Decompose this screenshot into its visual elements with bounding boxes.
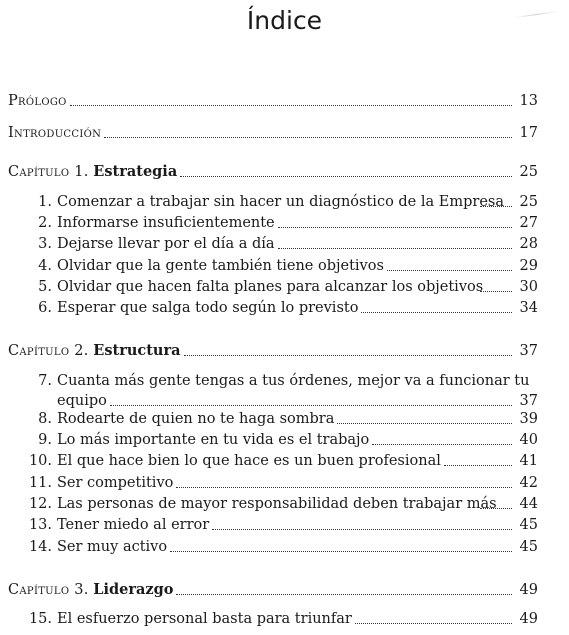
leader-dots: [361, 312, 512, 313]
entry-page-number: 41: [519, 453, 538, 469]
leader-dots: [170, 551, 512, 552]
entry-number: 12.: [28, 496, 52, 512]
entry-page-number: 45: [519, 517, 538, 533]
entry-title: Ser muy activo: [57, 539, 168, 555]
leader-dots: [444, 465, 512, 466]
entry-page-number: 29: [519, 258, 538, 274]
chapter-prefix: Prólogo: [8, 93, 67, 109]
toc-entry[interactable]: [0, 406, 538, 428]
toc-entry[interactable]: [0, 606, 538, 628]
entry-title: Rodearte de quien no te haga sombra: [57, 411, 335, 427]
entry-page-number: 28: [519, 236, 538, 252]
toc-chapter[interactable]: [8, 120, 538, 142]
entry-page-number: 25: [519, 164, 538, 180]
entry-title-line1: Cuanta más gente tengas a tus órdenes, mejor va a funcionar tu: [57, 373, 530, 389]
entry-number: 2.: [38, 215, 52, 231]
toc-chapter[interactable]: [8, 338, 538, 360]
leader-dots: [104, 137, 512, 138]
toc-chapter[interactable]: [8, 159, 538, 181]
leader-dots: [176, 594, 512, 595]
leader-dots: [387, 270, 512, 271]
leader-dots: [184, 355, 513, 356]
chapter-name: Estrategia: [93, 163, 178, 180]
entry-title: Tener miedo al error: [57, 517, 210, 533]
leader-dots: [70, 105, 512, 106]
entry-title: Las personas de mayor responsabilidad deben trabajar más: [57, 496, 497, 512]
entry-page-number: 39: [519, 411, 538, 427]
leader-dots: [180, 176, 512, 177]
entry-number: 4.: [38, 258, 52, 274]
leader-dots: [480, 508, 512, 509]
leader-dots: [278, 227, 512, 228]
toc-entry[interactable]: [0, 470, 538, 492]
entry-page-number: 44: [519, 496, 538, 512]
entry-number: 14.: [28, 539, 52, 555]
entry-title: Ser competitivo: [57, 475, 174, 491]
entry-page-number: 13: [519, 93, 538, 109]
entry-number: 6.: [38, 300, 52, 316]
chapter-label: [8, 163, 177, 181]
entry-number: 8.: [38, 411, 52, 427]
entry-number: 9.: [38, 432, 52, 448]
chapter-prefix: Introducción: [8, 125, 102, 141]
toc-entry[interactable]: [0, 274, 538, 296]
entry-title: Olvidar que hacen falta planes para alcanzar los objetivos: [57, 279, 484, 295]
leader-dots: [355, 623, 512, 624]
chapter-prefix: Capítulo 2.: [8, 343, 89, 359]
chapter-label: [8, 581, 173, 599]
entry-title: Comenzar a trabajar sin hacer un diagnóstico de la Empresa: [57, 194, 504, 210]
toc-entry[interactable]: [0, 491, 538, 513]
entry-number: 1.: [38, 194, 52, 210]
entry-title: El que hace bien lo que hace es un buen profesional: [57, 453, 441, 469]
toc-chapter[interactable]: [8, 88, 538, 110]
entry-title: Esperar que salga todo según lo previsto: [57, 300, 359, 316]
entry-number: 3.: [38, 236, 52, 252]
entry-number: 11.: [28, 475, 52, 491]
entry-page-number: 37: [519, 343, 538, 359]
toc-entry[interactable]: [0, 231, 538, 253]
entry-title: Dejarse llevar por el día a día: [57, 236, 275, 252]
chapter-label: [8, 124, 101, 142]
page-title: Índice: [246, 6, 323, 35]
chapter-prefix: Capítulo 1.: [8, 164, 89, 180]
entry-page-number: 49: [519, 611, 538, 627]
toc-entry[interactable]: [0, 295, 538, 317]
entry-title: El esfuerzo personal basta para triunfar: [57, 611, 352, 627]
entry-page-number: 49: [519, 582, 538, 598]
entry-page-number: 45: [519, 539, 538, 555]
toc-entry[interactable]: [0, 448, 538, 470]
chapter-name: Liderazgo: [93, 581, 174, 598]
leader-dots: [372, 444, 512, 445]
toc-entry[interactable]: [0, 534, 538, 556]
entry-number: 13.: [28, 517, 52, 533]
chapter-label: [8, 342, 181, 360]
toc-entry[interactable]: [0, 253, 538, 275]
chapter-name: Estructura: [93, 342, 181, 359]
leader-dots: [480, 206, 512, 207]
entry-page-number: 37: [519, 393, 538, 409]
entry-number: 7.: [38, 373, 52, 389]
entry-page-number: 30: [519, 279, 538, 295]
toc-entry[interactable]: [0, 368, 538, 390]
leader-dots: [337, 423, 512, 424]
entry-title: Lo más importante en tu vida es el trabajo: [57, 432, 370, 448]
leader-dots: [278, 248, 512, 249]
leader-dots: [212, 529, 512, 530]
entry-page-number: 40: [519, 432, 538, 448]
entry-number: 15.: [28, 611, 52, 627]
entry-page-number: 34: [519, 300, 538, 316]
entry-title-line2: equipo: [57, 393, 107, 409]
toc-entry[interactable]: [0, 210, 538, 232]
entry-number: 5.: [38, 279, 52, 295]
toc-entry[interactable]: [0, 189, 538, 211]
toc-entry[interactable]: [0, 427, 538, 449]
leader-dots: [176, 487, 512, 488]
entry-number: 10.: [28, 453, 52, 469]
entry-page-number: 27: [519, 215, 538, 231]
entry-page-number: 42: [519, 475, 538, 491]
chapter-prefix: Capítulo 3.: [8, 582, 89, 598]
leader-dots: [480, 291, 512, 292]
entry-page-number: 25: [519, 194, 538, 210]
toc-chapter[interactable]: [8, 577, 538, 599]
entry-title: Olvidar que la gente también tiene objetivos: [57, 258, 384, 274]
chapter-label: [8, 92, 67, 110]
entry-title: Informarse insuficientemente: [57, 215, 275, 231]
entry-page-number: 17: [519, 125, 538, 141]
toc-entry[interactable]: [0, 512, 538, 534]
